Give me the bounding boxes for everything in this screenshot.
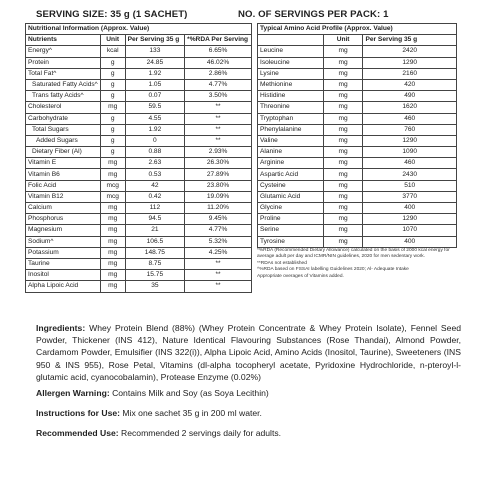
nutrient-per-serving: 148.75 (125, 247, 185, 258)
amino-row (258, 79, 457, 90)
nutrient-per-serving: 8.75 (125, 258, 185, 269)
amino-acid-table (257, 23, 457, 248)
nutrient-unit: mg (100, 214, 125, 225)
amino-row (258, 102, 457, 113)
amino-row (258, 203, 457, 214)
nutrient-per-serving: 0.07 (125, 91, 185, 102)
amino-col-header: Per Serving 35 g (363, 35, 457, 46)
amino-row (258, 169, 457, 180)
amino-per-serving: 420 (363, 79, 457, 90)
amino-col-header: Unit (323, 35, 363, 46)
nutrient-per-serving: 42 (125, 180, 185, 191)
amino-unit: mg (323, 46, 363, 57)
nutrition-row (26, 225, 252, 236)
nutrition-row (26, 68, 252, 79)
instructions-label: Instructions for Use: (36, 408, 121, 418)
nutrient-unit: mg (100, 270, 125, 281)
nutrient-per-serving: 35 (125, 281, 185, 292)
nutrient-rda: 4.77% (185, 225, 252, 236)
nutrient-unit: g (100, 68, 125, 79)
nutrient-per-serving: 112 (125, 203, 185, 214)
nutrient-per-serving: 15.75 (125, 270, 185, 281)
nutrient-name: Carbohydrate (26, 113, 101, 124)
nutrition-table (25, 23, 252, 293)
nutrient-unit: g (100, 79, 125, 90)
nutrient-unit: g (100, 113, 125, 124)
nutrient-unit: mg (100, 102, 125, 113)
amino-name: Tyrosine (258, 236, 324, 247)
amino-row (258, 46, 457, 57)
nutrient-name: Sodium^ (26, 236, 101, 247)
nutrition-row (26, 247, 252, 258)
amino-unit: mg (323, 214, 363, 225)
nutrient-rda: 4.77% (185, 79, 252, 90)
nutrient-per-serving: 106.5 (125, 236, 185, 247)
allergen-label: Allergen Warning: (36, 388, 110, 398)
nutrient-unit: mg (100, 203, 125, 214)
amino-per-serving: 2420 (363, 46, 457, 57)
nutrition-row (26, 214, 252, 225)
amino-name: Aspartic Acid (258, 169, 324, 180)
amino-per-serving: 1070 (363, 225, 457, 236)
nutrient-name: Energy^ (26, 46, 101, 57)
amino-unit: mg (323, 225, 363, 236)
amino-row (258, 68, 457, 79)
amino-name: Histidine (258, 91, 324, 102)
nutrient-per-serving: 94.5 (125, 214, 185, 225)
nutrition-row (26, 113, 252, 124)
nutrient-rda: 2.93% (185, 147, 252, 158)
nutrient-name: Added Sugars (26, 135, 101, 146)
amino-name: Isoleucine (258, 57, 324, 68)
nutrient-unit: g (100, 147, 125, 158)
instructions-paragraph (36, 407, 461, 419)
nutrient-per-serving: 24.85 (125, 57, 185, 68)
amino-name: Glutamic Acid (258, 191, 324, 202)
amino-unit: mg (323, 236, 363, 247)
nutrition-row (26, 169, 252, 180)
nutrient-unit: g (100, 91, 125, 102)
footnotes (257, 248, 457, 280)
nutrition-row (26, 180, 252, 191)
nutrient-rda: 26.30% (185, 158, 252, 169)
nutrient-per-serving: 21 (125, 225, 185, 236)
nutrition-row (26, 124, 252, 135)
nutrient-per-serving: 59.5 (125, 102, 185, 113)
amino-per-serving: 1090 (363, 147, 457, 158)
amino-row (258, 180, 457, 191)
nutrient-rda: 27.89% (185, 169, 252, 180)
nutrient-per-serving: 133 (125, 46, 185, 57)
amino-unit: mg (323, 180, 363, 191)
amino-per-serving: 760 (363, 124, 457, 135)
nutrient-name: Magnesium (26, 225, 101, 236)
nutrient-per-serving: 0.88 (125, 147, 185, 158)
nutrition-row (26, 135, 252, 146)
nutrient-unit: g (100, 124, 125, 135)
nutrient-unit: mg (100, 158, 125, 169)
amino-per-serving: 400 (363, 203, 457, 214)
amino-row (258, 135, 457, 146)
amino-unit: mg (323, 79, 363, 90)
nutrient-name: Trans fatty Acids^ (26, 91, 101, 102)
amino-name: Lysine (258, 68, 324, 79)
amino-name: Leucine (258, 46, 324, 57)
nutrient-rda: 6.65% (185, 46, 252, 57)
nutrient-rda: 23.80% (185, 180, 252, 191)
amino-per-serving: 510 (363, 180, 457, 191)
amino-row (258, 214, 457, 225)
amino-header-row (258, 35, 457, 46)
amino-per-serving: 460 (363, 113, 457, 124)
amino-per-serving: 2160 (363, 68, 457, 79)
nutrient-unit: mg (100, 247, 125, 258)
nutrient-unit: g (100, 57, 125, 68)
nutrient-unit: mg (100, 236, 125, 247)
nutrition-header-row (26, 35, 252, 46)
amino-row (258, 236, 457, 247)
amino-per-serving: 2430 (363, 169, 457, 180)
nutrient-rda: 3.50% (185, 91, 252, 102)
nutrition-row (26, 236, 252, 247)
amino-per-serving: 400 (363, 236, 457, 247)
amino-unit: mg (323, 113, 363, 124)
nutrient-unit: mcg (100, 191, 125, 202)
nutrient-name: Phosphorus (26, 214, 101, 225)
nutrient-name: Vitamin B12 (26, 191, 101, 202)
amino-unit: mg (323, 124, 363, 135)
amino-unit: mg (323, 102, 363, 113)
amino-name: Phenylalanine (258, 124, 324, 135)
nutrient-rda: ** (185, 124, 252, 135)
amino-name: Glycine (258, 203, 324, 214)
nutrition-col-header: Per Serving 35 g (125, 35, 185, 46)
nutrient-rda: ** (185, 270, 252, 281)
nutrient-unit: mg (100, 258, 125, 269)
ingredients-paragraph (36, 322, 461, 383)
amino-col-header (258, 35, 324, 46)
nutrient-unit: mcg (100, 180, 125, 191)
nutrient-unit: g (100, 135, 125, 146)
amino-unit: mg (323, 203, 363, 214)
nutrition-row (26, 270, 252, 281)
nutrient-name: Cholesterol (26, 102, 101, 113)
nutrient-name: Protein (26, 57, 101, 68)
nutrient-rda: 2.86% (185, 68, 252, 79)
nutrient-rda: ** (185, 102, 252, 113)
nutrient-rda: ** (185, 258, 252, 269)
amino-unit: mg (323, 91, 363, 102)
footnote-fssai: ^%RDA based on FSSAI labelling Guidelines 2020; Al- Adequate Intake (257, 267, 409, 273)
nutrition-col-header: Unit (100, 35, 125, 46)
nutrition-row (26, 46, 252, 57)
footnote-rda: *%RDA (Recommended Dietary Allowance) calculated on the basis of 2000 kcal energy for average adult per day and ICMR/NIN guidelines, 2020 for men sedentary work. (257, 248, 450, 260)
recommended-text: Recommended 2 servings daily for adults. (118, 428, 282, 438)
amino-name: Arginine (258, 158, 324, 169)
amino-unit: mg (323, 147, 363, 158)
nutrient-name: Saturated Fatty Acids^ (26, 79, 101, 90)
recommended-label: Recommended Use: (36, 428, 119, 438)
amino-per-serving: 1290 (363, 214, 457, 225)
amino-name: Serine (258, 225, 324, 236)
nutrient-per-serving: 4.55 (125, 113, 185, 124)
amino-row (258, 158, 457, 169)
amino-unit: mg (323, 158, 363, 169)
amino-per-serving: 3770 (363, 191, 457, 202)
serving-size-text: SERVING SIZE: 35 g (1 SACHET) (36, 9, 188, 20)
amino-name: Cysteine (258, 180, 324, 191)
amino-row (258, 225, 457, 236)
nutrient-rda: ** (185, 281, 252, 292)
servings-per-pack-text: NO. OF SERVINGS PER PACK: 1 (238, 9, 389, 20)
amino-unit: mg (323, 57, 363, 68)
nutrient-name: Total Fat^ (26, 68, 101, 79)
nutrient-name: Total Sugars (26, 124, 101, 135)
amino-per-serving: 1620 (363, 102, 457, 113)
footnote-overages: Appropriate overages of Vitamins added. (257, 273, 344, 279)
amino-name: Tryptophan (258, 113, 324, 124)
amino-per-serving: 1290 (363, 135, 457, 146)
nutrient-name: Potassium (26, 247, 101, 258)
nutrient-name: Alpha Lipoic Acid (26, 281, 101, 292)
nutrition-row (26, 147, 252, 158)
nutrient-rda: 46.02% (185, 57, 252, 68)
amino-name: Alanine (258, 147, 324, 158)
nutrition-row (26, 258, 252, 269)
nutrient-unit: mg (100, 169, 125, 180)
nutrition-row (26, 281, 252, 292)
amino-row (258, 124, 457, 135)
amino-name: Valine (258, 135, 324, 146)
nutrient-rda: ** (185, 135, 252, 146)
amino-rows (258, 46, 457, 247)
amino-unit: mg (323, 169, 363, 180)
nutrient-per-serving: 1.05 (125, 79, 185, 90)
nutrient-name: Taurine (26, 258, 101, 269)
nutrient-unit: kcal (100, 46, 125, 57)
nutrition-table-caption: Nutritional Information (Approx. Value) (26, 24, 252, 35)
nutrient-rda: 9.45% (185, 214, 252, 225)
amino-name: Methionine (258, 79, 324, 90)
amino-unit: mg (323, 191, 363, 202)
amino-table-caption: Typical Amino Acid Profile (Approx. Value) (258, 24, 457, 35)
nutrient-per-serving: 1.92 (125, 124, 185, 135)
ingredients-text: Whey Protein Blend (88%) (Whey Protein Concentrate & Whey Protein Isolate), Fennel Seed Powder, Thickener (INS 412), Nature Identical Flavouring Substances (Rose Thandai), Almond Powder, Cardamom Powder, Emulsifier (INS 322(i)), Alpha Lipoic Acid, Amino Acids (Inositol, Taurine), Sweeteners (INS 950 & INS 955), Rose Petal, Vitamins (dl-alpha tocopheryl acetate, Pyridoxine Hydrochloride, n-pteroyl-l-glutamic acid, cyanocobalamin), Protease Enzyme (0.02%) (36, 323, 461, 382)
nutrient-name: Vitamin E (26, 158, 101, 169)
nutrition-row (26, 57, 252, 68)
amino-row (258, 191, 457, 202)
nutrient-rda: ** (185, 113, 252, 124)
nutrient-unit: mg (100, 281, 125, 292)
nutrient-rda: 19.09% (185, 191, 252, 202)
nutrition-rows (26, 46, 252, 292)
amino-unit: mg (323, 135, 363, 146)
nutrient-per-serving: 1.92 (125, 68, 185, 79)
nutrient-name: Dietary Fiber (Al) (26, 147, 101, 158)
allergen-text: Contains Milk and Soy (as Soya Lecithin) (109, 388, 269, 398)
nutrient-rda: 11.20% (185, 203, 252, 214)
nutrition-row (26, 79, 252, 90)
footnote-rda-not-established: **RDAs not established (257, 260, 307, 266)
nutrition-row (26, 102, 252, 113)
nutrient-unit: mg (100, 225, 125, 236)
nutrition-row (26, 91, 252, 102)
amino-row (258, 57, 457, 68)
nutrient-name: Vitamin B6 (26, 169, 101, 180)
nutrient-rda: 4.25% (185, 247, 252, 258)
nutrient-name: Calcium (26, 203, 101, 214)
nutrition-col-header: Nutrients (26, 35, 101, 46)
amino-per-serving: 490 (363, 91, 457, 102)
amino-row (258, 113, 457, 124)
nutrient-name: Inositol (26, 270, 101, 281)
amino-row (258, 147, 457, 158)
nutrient-name: Folic Acid (26, 180, 101, 191)
amino-per-serving: 460 (363, 158, 457, 169)
amino-row (258, 91, 457, 102)
nutrient-rda: 5.32% (185, 236, 252, 247)
nutrition-row (26, 191, 252, 202)
nutrient-per-serving: 0 (125, 135, 185, 146)
amino-unit: mg (323, 68, 363, 79)
amino-per-serving: 1290 (363, 57, 457, 68)
nutrition-col-header: *%RDA Per Serving (185, 35, 252, 46)
amino-name: Proline (258, 214, 324, 225)
ingredients-label: Ingredients: (36, 323, 86, 333)
nutrient-per-serving: 0.53 (125, 169, 185, 180)
allergen-paragraph (36, 387, 461, 399)
instructions-text: Mix one sachet 35 g in 200 ml water. (120, 408, 262, 418)
nutrition-row (26, 158, 252, 169)
amino-name: Threonine (258, 102, 324, 113)
nutrient-per-serving: 0.42 (125, 191, 185, 202)
nutrient-per-serving: 2.63 (125, 158, 185, 169)
nutrition-row (26, 203, 252, 214)
recommended-use-paragraph (36, 427, 461, 439)
